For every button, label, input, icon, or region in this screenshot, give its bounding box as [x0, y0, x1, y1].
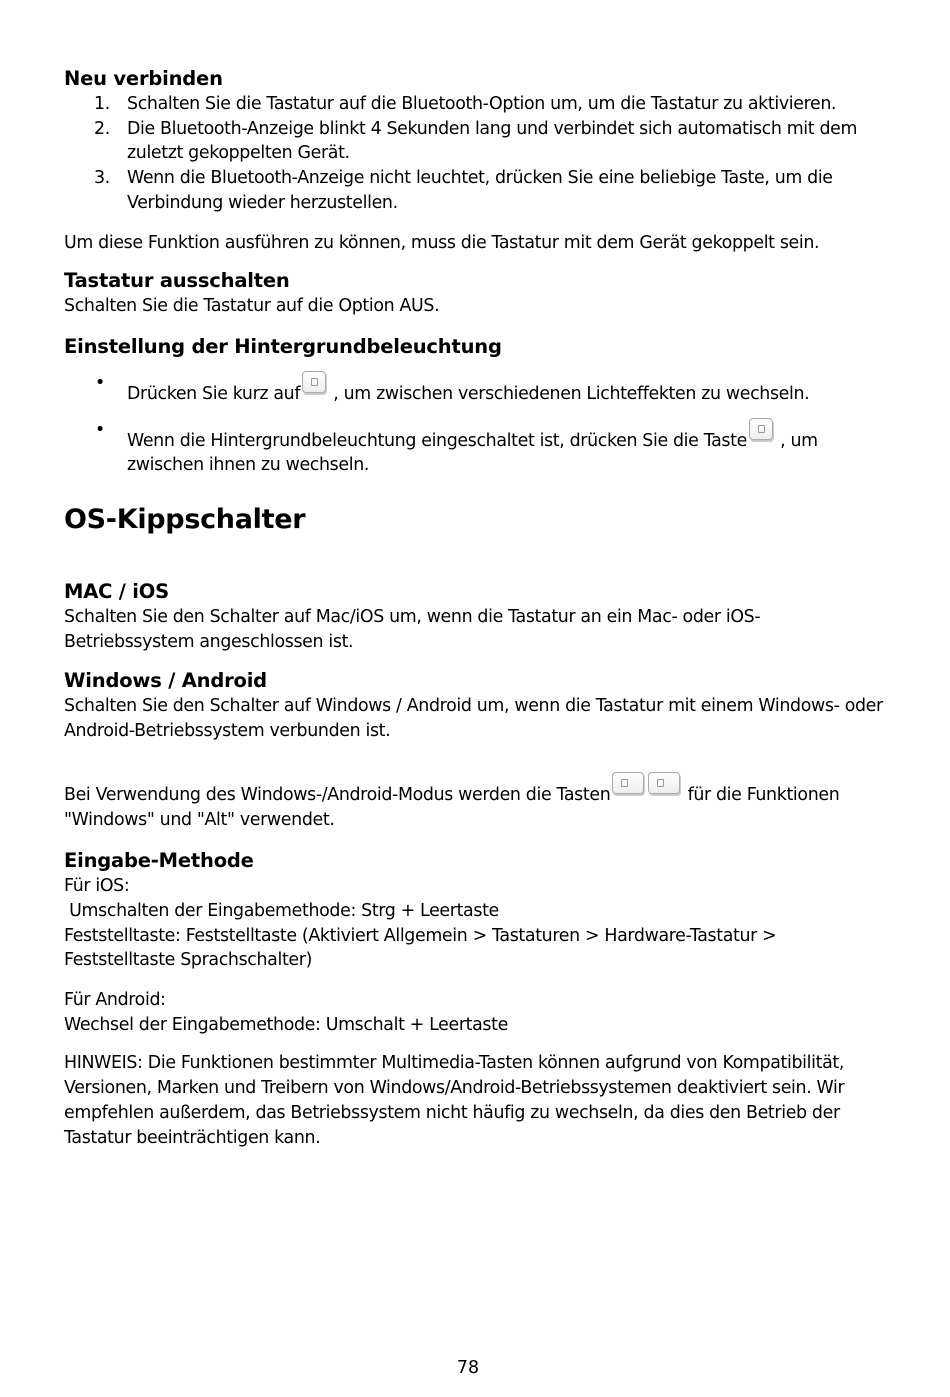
ios-caps-text: Feststelltaste: Feststelltaste (Aktiviert Allgemein > Tastaturen > Hardware-Tastatur > Feststelltaste Sprachschalter): [64, 925, 777, 971]
backlight-list: [64, 371, 884, 478]
power-off-heading: Tastatur ausschalten: [64, 269, 290, 293]
reconnect-steps: [64, 92, 884, 216]
page-number: 78: [456, 1358, 480, 1378]
mac-text: Schalten Sie den Schalter auf Mac/iOS um, wenn die Tastatur an ein Mac- oder iOS-Betriebssystem angeschlossen ist.: [64, 607, 761, 652]
reconnect-heading: Neu verbinden: [64, 67, 223, 90]
list-item: 2. Die Bluetooth-Anzeige blinkt 4 Sekunden lang und verbindet sich automatisch mit dem zuletzt gekoppelten Gerät.: [94, 118, 858, 164]
os-switch-title: OS-Kippschalter: [64, 504, 306, 536]
windows-text: Schalten Sie den Schalter auf Windows / Android um, wenn die Tastatur mit einem Windows- oder Android-Betriebssystem verbunden ist.: [64, 696, 883, 742]
power-off-text: Schalten Sie die Tastatur auf die Option AUS.: [64, 296, 440, 317]
backlight-heading: Einstellung der Hintergrundbeleuchtung: [64, 334, 502, 358]
list-item: 3. Wenn die Bluetooth-Anzeige nicht leuchtet, drücken Sie eine beliebige Taste, um die Verbindung wieder herzustellen.: [94, 168, 833, 213]
windows-key-icon: [612, 772, 644, 794]
reconnect-note: Um diese Funktion ausführen zu können, muss die Tastatur mit dem Gerät gekoppelt sein.: [64, 232, 820, 253]
hinweis-note: HINWEIS: Die Funktionen bestimmter Multimedia-Tasten können aufgrund von Kompatibilität, Versionen, Marken und Treibern von Windows/Android-Betriebssystemen deaktiviert sein. Wir empfehlen außerdem, das Betriebssystem nicht häufig zu wechseln, da dies den Betrieb der Tastatur beeinträchtigen kann.: [64, 1053, 845, 1148]
list-item: 1. Schalten Sie die Tastatur auf die Bluetooth-Option um, um die Tastatur zu aktivieren.: [94, 94, 837, 114]
ios-label: Für iOS:: [64, 876, 130, 897]
input-method-heading: Eingabe-Methode: [64, 849, 254, 873]
ios-switch-text: Umschalten der Eingabemethode: Strg + Leertaste: [64, 900, 499, 921]
list-item: • Wenn die Hintergrundbeleuchtung eingeschaltet ist, drücken Sie die Taste , um zwischen ihnen zu wechseln.: [95, 419, 818, 476]
backlight-key-icon: [302, 371, 326, 393]
mac-heading: MAC / iOS: [64, 580, 170, 604]
list-item: • Drücken Sie kurz auf , um zwischen verschiedenen Lichteffekten zu wechseln.: [95, 372, 810, 404]
android-label: Für Android:: [64, 990, 166, 1011]
windows-heading: Windows / Android: [64, 669, 267, 693]
document-page: [64, 66, 884, 1150]
android-switch-text: Wechsel der Eingabemethode: Umschalt + Leertaste: [64, 1014, 508, 1035]
backlight-key-icon: [749, 418, 773, 440]
alt-key-icon: [648, 772, 680, 794]
windows-keys-text: Bei Verwendung des Windows-/Android-Modus werden die Tasten für die Funktionen "Windows" und "Alt" verwendet.: [64, 772, 884, 832]
